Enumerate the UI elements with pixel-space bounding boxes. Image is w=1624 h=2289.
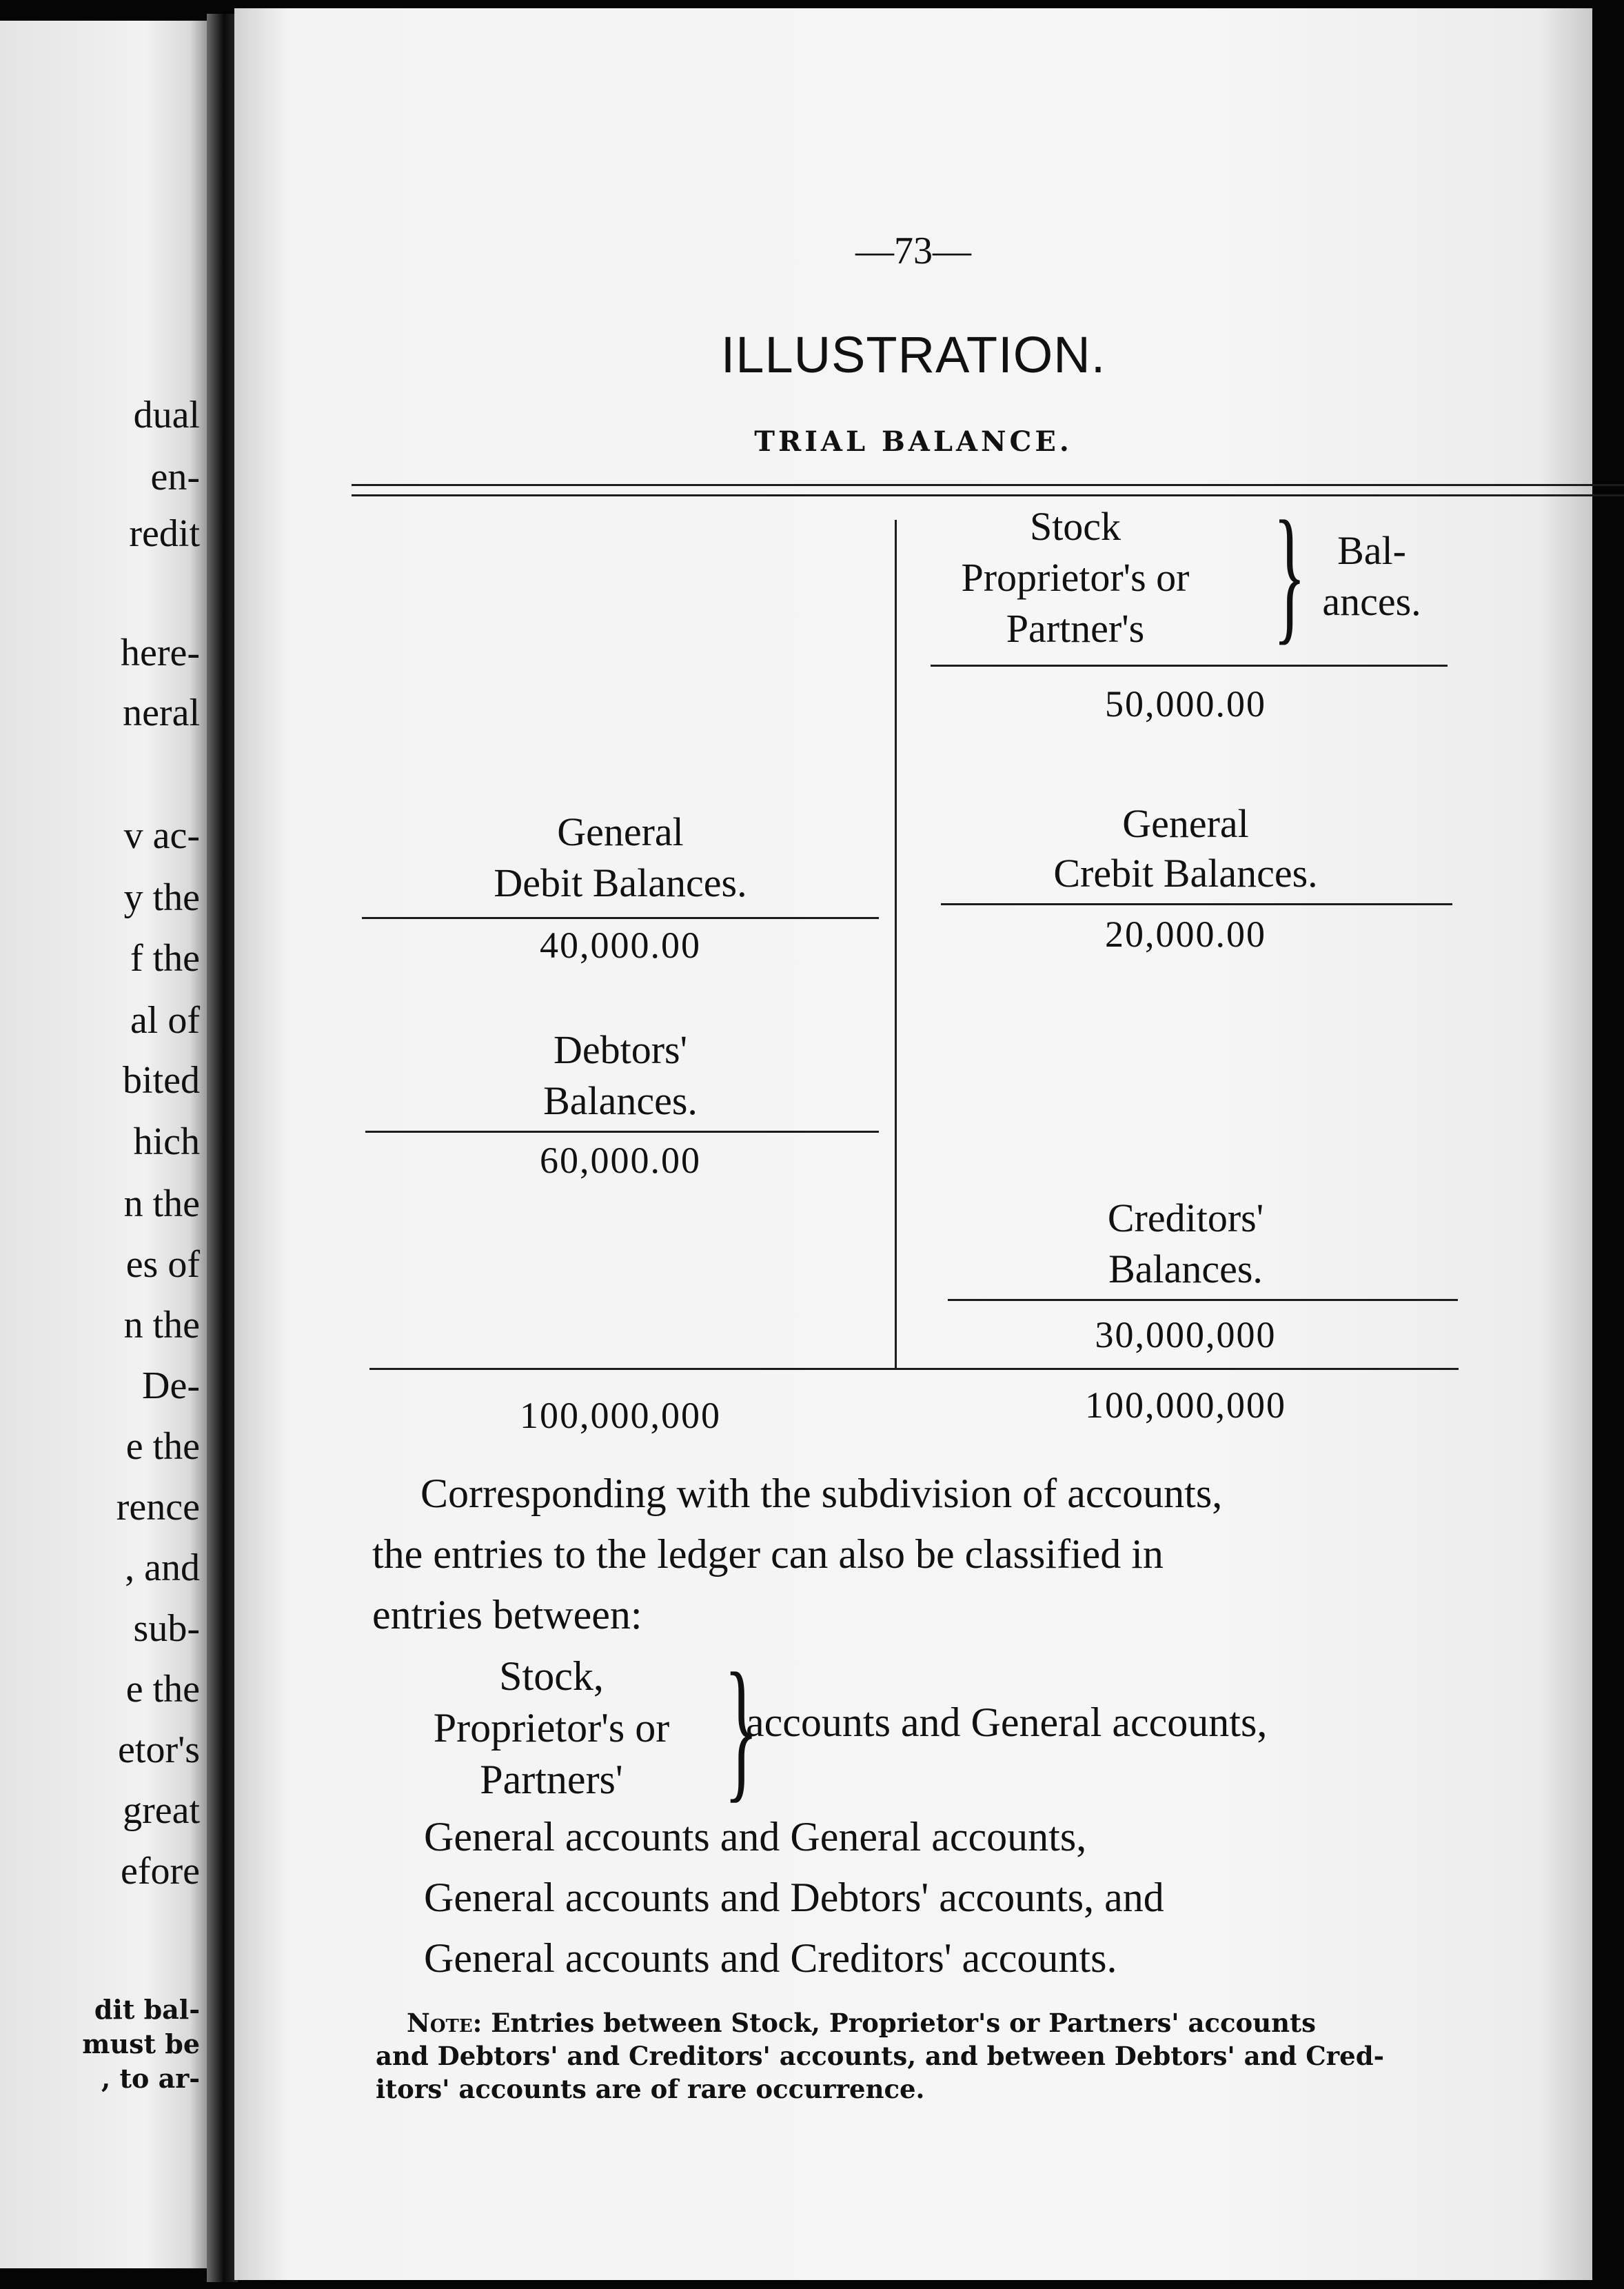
entries-line: General accounts and Creditors' accounts. — [424, 1935, 1117, 1981]
note-line-3: itors' accounts are of rare occurrence. — [376, 2074, 925, 2104]
left-text-line: neral — [123, 692, 200, 734]
cell-rule — [948, 1299, 1458, 1301]
left-text-line: rence — [116, 1486, 200, 1529]
entries-line: General accounts and General accounts, — [424, 1814, 1087, 1859]
partners-label: Partner's — [1006, 606, 1145, 651]
table-top-rule — [352, 494, 1624, 496]
total-credit: 100,000,000 — [1085, 1384, 1286, 1426]
left-text-line: dual — [133, 394, 200, 436]
paragraph-line: the entries to the ledger can also be classified in — [372, 1531, 1164, 1577]
note-line-2: and Debtors' and Creditors' accounts, and between Debtors' and Cred- — [376, 2041, 1384, 2071]
note-text: Entries between Stock, Proprietor's or Partners' accounts — [491, 2008, 1316, 2038]
debtors-amount: 60,000.00 — [540, 1140, 701, 1181]
entries-line: General accounts and Debtors' accounts, and — [424, 1875, 1164, 1920]
table-top-rule — [352, 484, 1624, 486]
book-gutter — [207, 14, 238, 2282]
totals-rule — [369, 1368, 1459, 1370]
balances-label-part2: ances. — [1322, 579, 1421, 624]
page-number: —73— — [855, 230, 971, 272]
left-text-line: here- — [120, 632, 200, 674]
cell-rule — [931, 665, 1448, 667]
left-text-line: bited — [123, 1059, 200, 1102]
right-brace-icon: } — [1273, 490, 1306, 658]
left-text-line: sub- — [133, 1607, 200, 1650]
stock-label: Stock — [1029, 504, 1121, 549]
cell-rule — [362, 917, 879, 919]
stock-amount: 50,000.00 — [1105, 683, 1266, 725]
left-text-line: etor's — [118, 1728, 200, 1771]
left-page — [0, 21, 207, 2268]
right-page — [234, 8, 1592, 2280]
paragraph-line: Corresponding with the subdivision of accounts, — [420, 1471, 1223, 1516]
general-debit-amount: 40,000.00 — [540, 925, 701, 966]
paragraph-line: entries between: — [372, 1592, 642, 1637]
credit-balances-label: Crebit Balances. — [1053, 851, 1318, 896]
entries-proprietors: Proprietor's or — [433, 1705, 670, 1751]
debtors-balances-label: Balances. — [543, 1078, 698, 1123]
cell-rule — [941, 903, 1452, 905]
total-debit: 100,000,000 — [520, 1395, 721, 1436]
left-text-line: n the — [123, 1182, 200, 1225]
left-text-line: e the — [125, 1668, 200, 1711]
page-heading: ILLUSTRATION. — [720, 326, 1106, 383]
page-subheading: TRIAL BALANCE. — [754, 425, 1073, 458]
left-note-line: must be — [82, 2028, 200, 2059]
proprietors-label: Proprietor's or — [961, 555, 1190, 600]
left-text-line: great — [123, 1789, 200, 1832]
left-text-line: en- — [150, 456, 200, 498]
note-label: Note: — [407, 2008, 483, 2038]
left-text-line: y the — [123, 876, 200, 919]
left-note-line: dit bal- — [94, 1994, 200, 2025]
creditors-balances-label: Balances. — [1108, 1247, 1263, 1291]
left-text-line: redit — [129, 512, 200, 555]
debit-balances-label: Debit Balances. — [494, 860, 747, 905]
creditors-amount: 30,000,000 — [1095, 1314, 1277, 1355]
left-text-line: n the — [123, 1304, 200, 1347]
left-text-line: , and — [125, 1546, 200, 1589]
left-text-line: e the — [125, 1425, 200, 1468]
left-note-line: , to ar- — [101, 2063, 200, 2094]
note-line-1 — [407, 2008, 1316, 2038]
right-brace-icon: } — [724, 1640, 759, 1816]
cell-rule — [365, 1131, 879, 1133]
left-text-line: De- — [142, 1364, 200, 1407]
entries-partners: Partners' — [480, 1757, 623, 1802]
entries-group-suffix: accounts and General accounts, — [746, 1700, 1268, 1745]
creditors-label: Creditors' — [1107, 1196, 1264, 1240]
left-text-line: hich — [133, 1120, 200, 1163]
left-text-line: efore — [120, 1850, 200, 1893]
general-debit-label: General — [557, 809, 684, 854]
entries-stock: Stock, — [499, 1653, 604, 1699]
left-text-line: f the — [130, 937, 200, 980]
balances-label-part1: Bal- — [1337, 528, 1406, 573]
general-credit-label: General — [1122, 801, 1249, 846]
left-text-line: v ac- — [123, 814, 200, 857]
general-credit-amount: 20,000.00 — [1105, 914, 1266, 955]
debtors-label: Debtors' — [553, 1027, 688, 1072]
left-text-line: al of — [130, 999, 200, 1042]
left-text-line: es of — [125, 1243, 200, 1286]
